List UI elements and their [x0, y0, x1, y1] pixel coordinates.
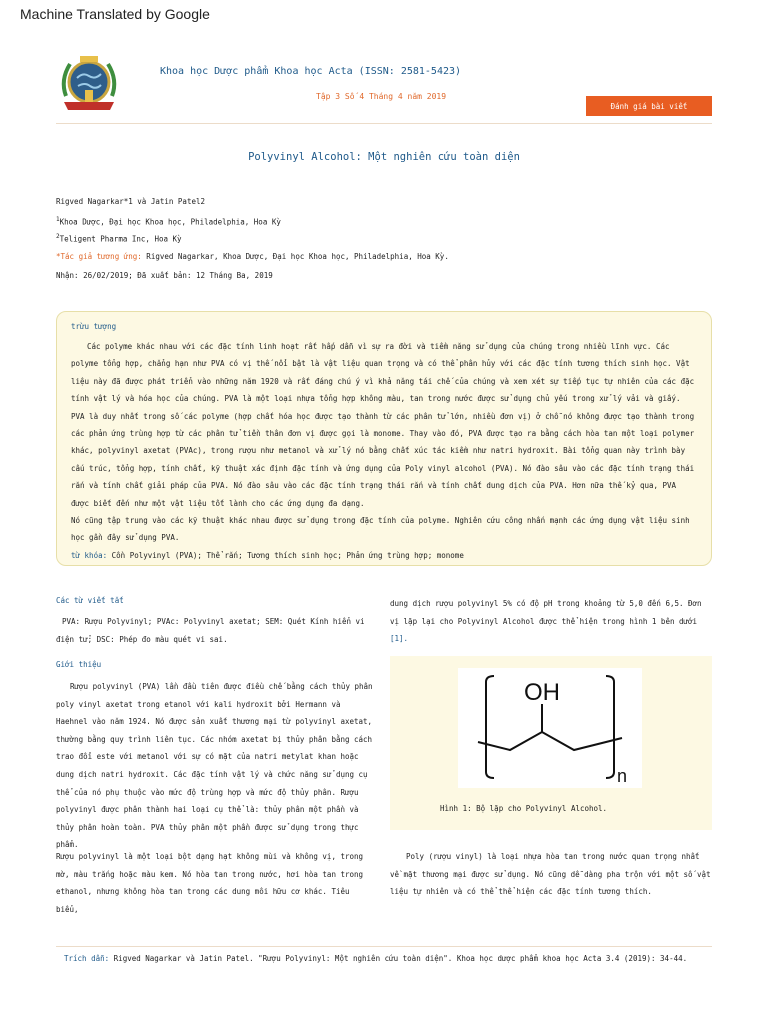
- abbreviations-text: PVA: Rượu Polyvinyl; PVAc: Polyvinyl axetat; SEM: Quét Kính hiển vi điện tử; DSC: Phép đo màu quét vi sai.: [56, 617, 365, 644]
- corresponding-author: [56, 252, 449, 261]
- abstract-paragraph-2: Nó cũng tập trung vào các kỹ thuật khác nhau được sử dụng trong đặc tính của polyme. Nghiên cứu công nhấn mạnh các ứng dụng vật liệu sinh học gần đây sử dụng PVA.: [71, 516, 690, 543]
- affiliation-1-sup: 1: [56, 216, 60, 223]
- affiliation-1-text: Khoa Dược, Đại học Khoa học, Philadelphia, Hoa Kỳ: [59, 217, 281, 227]
- publication-dates: Nhận: 26/02/2019; Đã xuất bản: 12 Tháng Ba, 2019: [56, 271, 273, 280]
- corresponding-author-label: *Tác giả tương ứng:: [56, 252, 142, 261]
- affiliation-2-text: Teligent Pharma Inc, Hoa Kỳ: [59, 234, 182, 244]
- keywords-text: Cồn Polyvinyl (PVA); Thể rắn; Tương thích sinh học; Phản ứng trùng hợp; monome: [107, 550, 464, 560]
- citation: [64, 954, 687, 963]
- keywords: [71, 547, 697, 564]
- journal-title: Khoa học Dược phẩm Khoa học Acta (ISSN: 2581-5423): [160, 66, 462, 77]
- introduction-heading: Giới thiệu: [56, 660, 102, 669]
- abstract-paragraph-1: Các polyme khác nhau với các đặc tính linh hoạt rất hấp dẫn vì sự ra đời và tiềm năng sử dụng của chúng trong nhiều lĩnh vực. Các polyme tổng hợp, chẳng hạn như PVA có vị thế nổi bật là vật liệu quan trọng và có thể phân hủy với các đặc tính tương thích sinh học. Vật liệu này đã được phát triển vào những năm 1920 và rất đáng chú ý vì khả năng tái chế của chúng và xem xét sự tiếp tục tự nhiên của các đặc tính vật lý và hóa học của chúng. PVA là một loại nhựa tổng hợp không màu, tan trong nước được sử dụng chủ yếu trong xử lý vải và giấy. PVA là duy nhất trong số các polyme (hợp chất hóa học được tạo thành từ các phân tử lớn, nhiều đơn vị) ở chỗ nó không được tạo thành trong các phản ứng trùng hợp từ các phân tử tiền thân đơn vị được gọi là monome. Thay vào đó, PVA được tạo ra bằng cách hòa tan một loại polymer khác, polyvinyl axetat (PVAc), trong rượu như metanol và xử lý nó bằng chất xúc tác kiềm như natri hydroxit. Bài tổng quan này trình bày cấu trúc, tổng hợp, tính chất, kỹ thuật xác định đặc tính và ứng dụng của Poly vinyl alcohol (PVA). Nó đào sâu vào các đặc tính trạng thái rắn và tính chất giải pháp của PVA. Nó đào sâu vào các đặc tính trạng thái rắn và tính chất dung dịch của PVA. Hơn nữa thế kỷ qua, PVA được biết đến như một vật liệu tốt lành cho các ứng dụng đa dạng.: [71, 342, 695, 508]
- machine-translation-banner: Machine Translated by Google: [20, 6, 210, 22]
- keywords-label: từ khóa:: [71, 550, 108, 560]
- polyvinyl-alcohol-structure: [458, 668, 642, 788]
- abbreviations-heading: Các từ viết tắt: [56, 596, 124, 605]
- header-divider: [56, 123, 712, 124]
- right-paragraph-2: Poly (rượu vinyl) là loại nhựa hòa tan trong nước quan trọng nhất về mặt thương mại được sử dụng. Nó cũng dễ dàng pha trộn với một số vật liệu tự nhiên và có thể thể hiện các đặc tính tương thích.: [390, 852, 711, 897]
- affiliation-2-sup: 2: [56, 233, 60, 240]
- introduction-paragraph-1: Rượu polyvinyl (PVA) lần đầu tiên được điều chế bằng cách thủy phân poly vinyl axetat trong etanol với kali hydroxit bởi Hermann và Haehnel vào năm 1924. Nó được sản xuất thương mại từ polyvinyl axetat, thường bằng quy trình liên tục. Các nhóm axetat bị thủy phân bằng cách trao đổi este với metanol với sự có mặt của natri metylat khan hoặc dung dịch natri hydroxit. Các đặc tính vật lý và chức năng sử dụng cụ thể của nó phụ thuộc vào mức độ trùng hợp và mức độ thủy phân. Rượu polyvinyl được phân thành hai loại cụ thể là: thủy phân một phần và thủy phân hoàn toàn. PVA thủy phân một phần được sử dụng trong thực phẩm.: [56, 682, 373, 850]
- abstract-heading: trừu tượng: [71, 322, 117, 331]
- footer-divider: [56, 946, 712, 947]
- citation-label: Trích dẫn:: [64, 954, 110, 963]
- paper-title: Polyvinyl Alcohol: Một nghiên cứu toàn diện: [248, 151, 520, 163]
- right-paragraph-1: [390, 595, 712, 648]
- authors: Rigved Nagarkar*1 và Jatin Patel2: [56, 197, 206, 206]
- right-paragraph-1-text: dung dịch rượu polyvinyl 5% có độ pH trong khoảng từ 5,0 đến 6,5. Đơn vị lặp lại cho Polyvinyl Alcohol được thể hiện trong hình 1 bên dưới: [390, 599, 702, 626]
- affiliation-2: [56, 233, 182, 244]
- figure-1-image: [458, 668, 642, 788]
- abstract-body: [71, 338, 697, 564]
- abstract-box: [56, 311, 712, 566]
- reference-link[interactable]: [1].: [390, 634, 409, 644]
- corresponding-author-text: Rigved Nagarkar, Khoa Dược, Đại học Khoa học, Philadelphia, Hoa Kỳ.: [141, 252, 449, 261]
- citation-text: Rigved Nagarkar và Jatin Patel. "Rượu Polyvinyl: Một nghiên cứu toàn diện". Khoa học dược phẩm khoa học Acta 3.4 (2019): 34-44.: [109, 954, 688, 963]
- journal-logo: [56, 52, 122, 118]
- hydroxyl-label: OH: [524, 679, 560, 706]
- figure-1-caption: Hình 1: Bộ lặp cho Polyvinyl Alcohol.: [440, 804, 608, 813]
- introduction-paragraph-2: Rượu polyvinyl là một loại bột dạng hạt không mùi và không vị, trong mờ, màu trắng hoặc màu kem. Nó hòa tan trong nước, hơi hòa tan trong ethanol, nhưng không hòa tan trong các dung môi hữu cơ khác. Tiêu biểu,: [56, 852, 364, 914]
- review-article-button[interactable]: Đánh giá bài viết: [586, 96, 712, 116]
- affiliation-1: [56, 216, 281, 227]
- repeat-subscript: n: [616, 766, 628, 786]
- figure-1: [390, 656, 712, 830]
- issue-info: Tập 3 Số 4 Tháng 4 năm 2019: [316, 92, 447, 101]
